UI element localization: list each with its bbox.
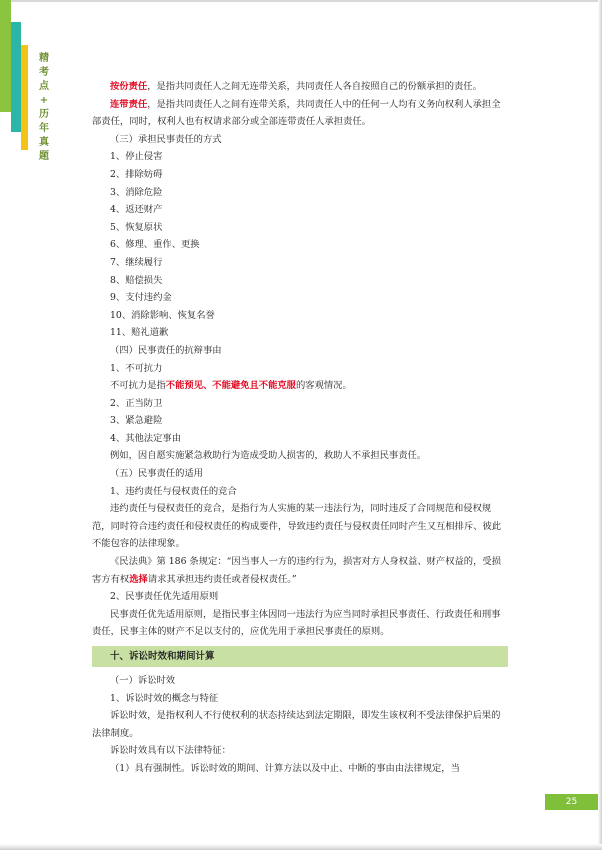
list-item: 9、支付违约金 <box>110 292 172 304</box>
list-item: 11、赔礼道歉 <box>110 327 169 339</box>
keyword: 连带责任 <box>110 98 148 110</box>
side-title-char: + <box>39 95 49 106</box>
subheading-application: （五）民事责任的适用 <box>110 468 203 480</box>
main-content <box>92 78 508 778</box>
keyword: 不能预见、不能避免且不能克服 <box>165 380 296 392</box>
list-item: 3、紧急避险 <box>110 415 163 427</box>
side-title-char: 题 <box>39 151 49 162</box>
paragraph-text: ，是指共同责任人之间有连带关系，共同责任人中的任何一人均有义务向权利人承担全部责任，同时，权利人也有权请求部分或全部连带责任人承担责任。 <box>92 98 501 128</box>
list-item: 6、修理、重作、更换 <box>110 239 200 251</box>
section-heading: 十、诉讼时效和期间计算 <box>92 646 508 667</box>
side-title-char: 点 <box>39 81 49 92</box>
list-item: 2、民事责任优先适用原则 <box>110 591 219 603</box>
paragraph-priority: 民事责任优先适用原则，是指民事主体因同一违法行为应当同时承担民事责任、行政责任和刑事责任，民事主体的财产不足以支付的，应优先用于承担民事责任的原则。 <box>92 608 501 638</box>
page-top-edge <box>0 0 602 2</box>
list-item: 1、诉讼时效的概念与特征 <box>110 692 219 704</box>
subheading-methods: （三）承担民事责任的方式 <box>110 133 222 145</box>
paragraph-text: 不可抗力是指 <box>110 380 166 392</box>
list-item: 3、消除危险 <box>110 186 163 198</box>
paragraph-force-majeure <box>92 377 508 395</box>
list-item: 1、不可抗力 <box>110 362 163 374</box>
list-item: 7、继续履行 <box>110 256 163 268</box>
side-title-char: 考 <box>39 67 49 78</box>
paragraph-text: ，是指共同责任人之间无连带关系，共同责任人各自按照自己的份额承担的责任。 <box>147 81 482 92</box>
decor-bar-yellow <box>21 45 28 150</box>
list-item: 10、消除影响、恢复名誉 <box>110 309 215 321</box>
decor-bar-teal <box>11 22 21 132</box>
subheading-defenses: （四）民事责任的抗辩事由 <box>110 344 222 356</box>
list-item: 8、赔偿损失 <box>110 274 163 286</box>
side-title-char: 年 <box>39 123 49 134</box>
keyword: 选择 <box>129 573 148 585</box>
paragraph-features-intro: 诉讼时效具有以下法律特征： <box>110 745 231 757</box>
side-title-char: 精 <box>39 53 49 64</box>
paragraph-text: 《民法典》第 186 条规定：“因当事人一方的违约行为，损害对方人身权益、财产权益的，受损害方有权 <box>92 556 501 585</box>
list-item: 4、其他法定事由 <box>110 432 181 444</box>
page-number: 25 <box>545 794 598 810</box>
paragraph-text: 的客观情况。 <box>295 380 352 392</box>
list-item: 1、违约责任与侵权责任的竞合 <box>110 485 237 497</box>
paragraph-feature-1: （1）具有强制性。诉讼时效的期间、计算方法以及中止、中断的事由由法律规定，当 <box>110 762 460 774</box>
paragraph-joint-liability <box>92 96 508 131</box>
list-item: 2、正当防卫 <box>110 397 163 409</box>
keyword: 按份责任 <box>110 81 148 92</box>
list-item: 4、返还财产 <box>110 204 163 216</box>
side-title-char: 历 <box>39 109 49 120</box>
paragraph-proportional-liability <box>92 78 508 96</box>
paragraph-example: 例如，因自愿实施紧急救助行为造成受助人损害的，救助人不承担民事责任。 <box>110 450 427 462</box>
side-title-char: 真 <box>39 137 49 148</box>
list-item: 2、排除妨碍 <box>110 168 163 180</box>
list-item: 1、停止侵害 <box>110 151 163 163</box>
paragraph-limitation-definition: 诉讼时效，是指权利人不行使权利的状态持续达到法定期限，即发生该权利不受法律保护后果的法律制度。 <box>92 710 501 739</box>
paragraph-civil-code <box>92 553 508 588</box>
page-right-edge <box>598 0 602 850</box>
page-bottom-edge <box>0 844 602 850</box>
paragraph-text: 请求其承担违约责任或者侵权责任。” <box>147 573 297 585</box>
list-item: 5、恢复原状 <box>110 221 163 233</box>
side-title <box>37 52 51 164</box>
paragraph-concurrence: 违约责任与侵权责任的竞合，是指行为人实施的某一违法行为，同时违反了合同规范和侵权规范，同时符合违约责任和侵权责任的构成要件，导致违约责任与侵权责任同时产生又互相排斥、彼此不能包容的法律现象。 <box>92 503 502 550</box>
decor-bar-green <box>0 0 11 112</box>
subheading-limitation: （一）诉讼时效 <box>110 675 176 686</box>
